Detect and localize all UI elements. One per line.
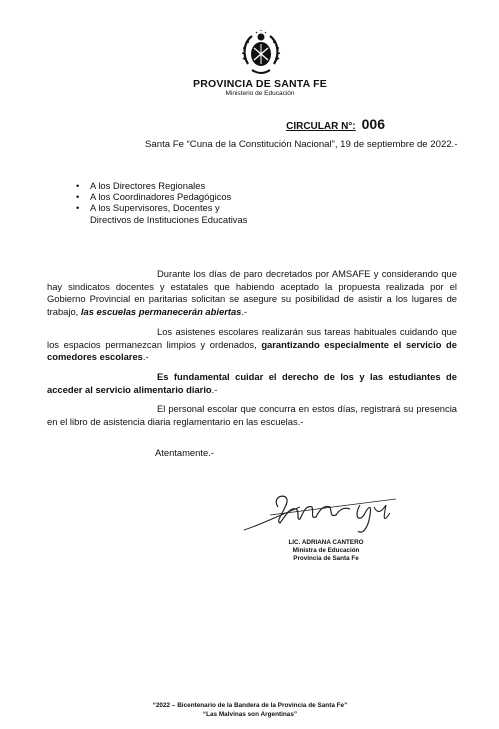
footer-line-1: “2022 – Bicentenario de la Bandera de la Provincia de Santa Fe”	[152, 702, 348, 709]
bullet-icon: •	[76, 180, 80, 191]
coat-of-arms-icon	[240, 30, 282, 78]
handwritten-signature	[240, 485, 400, 540]
list-item: • A los Coordinadores Pedagógicos	[76, 191, 232, 203]
paragraph-1: Durante los días de paro decretados por AMSAFE y considerando que hay sindicatos docentes y estatales que habiendo aceptado la propuesta realizada por el Gobierno Provincial en paritarias solicitan se asegure su posibilidad de asistir a los lugares de trabajo, las escuelas permanecerán abiertas.-	[47, 268, 457, 317]
paragraph-3: Es fundamental cuidar el derecho de los y las estudiantes de acceder al servicio alimentario diario.-	[47, 371, 457, 395]
list-item: • A los Supervisores, Docentes y	[76, 202, 220, 214]
emphasis-schools-open: las escuelas permanecerán abiertas	[80, 305, 242, 317]
date-line: Santa Fe “Cuna de la Constitución Nacional”, 19 de septiembre de 2022.-	[145, 139, 458, 150]
closing: Atentamente.-	[155, 447, 214, 458]
paragraph-2: Los asistenes escolares realizarán sus tareas habituales cuidando que los espacios permanezcan limpios y ordenados, garantizando especialmente el servicio de comedores escolares.-	[47, 326, 457, 363]
footer-line-2: “Las Malvinas son Argentinas”	[202, 710, 298, 718]
list-item: • A los Directores Regionales	[76, 180, 206, 191]
recipient-list	[76, 180, 247, 225]
footer-motto	[70, 702, 430, 719]
org-subtitle: Ministerio de Educación	[225, 90, 295, 97]
list-item-continuation: Directivos de Instituciones Educativas	[90, 213, 248, 225]
signer-name: LIC. ADRIANA CANTERO	[288, 539, 364, 546]
paragraph-4: El personal escolar que concurra en estos días, registrará su presencia en el libro de asistencia diaria reglamentario en las escuelas.-	[47, 403, 457, 427]
signer-role: Ministra de Educación	[292, 547, 360, 555]
signer-block	[266, 539, 386, 564]
bullet-icon: •	[76, 191, 80, 203]
circular-number	[286, 116, 385, 132]
emphasis-food-service-right: Es fundamental cuidar el derecho de los y las estudiantes de acceder al servicio alimentario diario	[47, 371, 457, 395]
org-name: PROVINCIA DE SANTA FE	[193, 78, 327, 90]
signer-org: Provincia de Santa Fe	[293, 555, 359, 563]
circular-label: CIRCULAR N°:	[286, 121, 356, 132]
circular-number-value: 006	[361, 116, 385, 132]
bullet-icon: •	[76, 202, 80, 214]
emphasis-dining-service: garantizando especialmente el servicio de comedores escolares	[47, 338, 457, 363]
